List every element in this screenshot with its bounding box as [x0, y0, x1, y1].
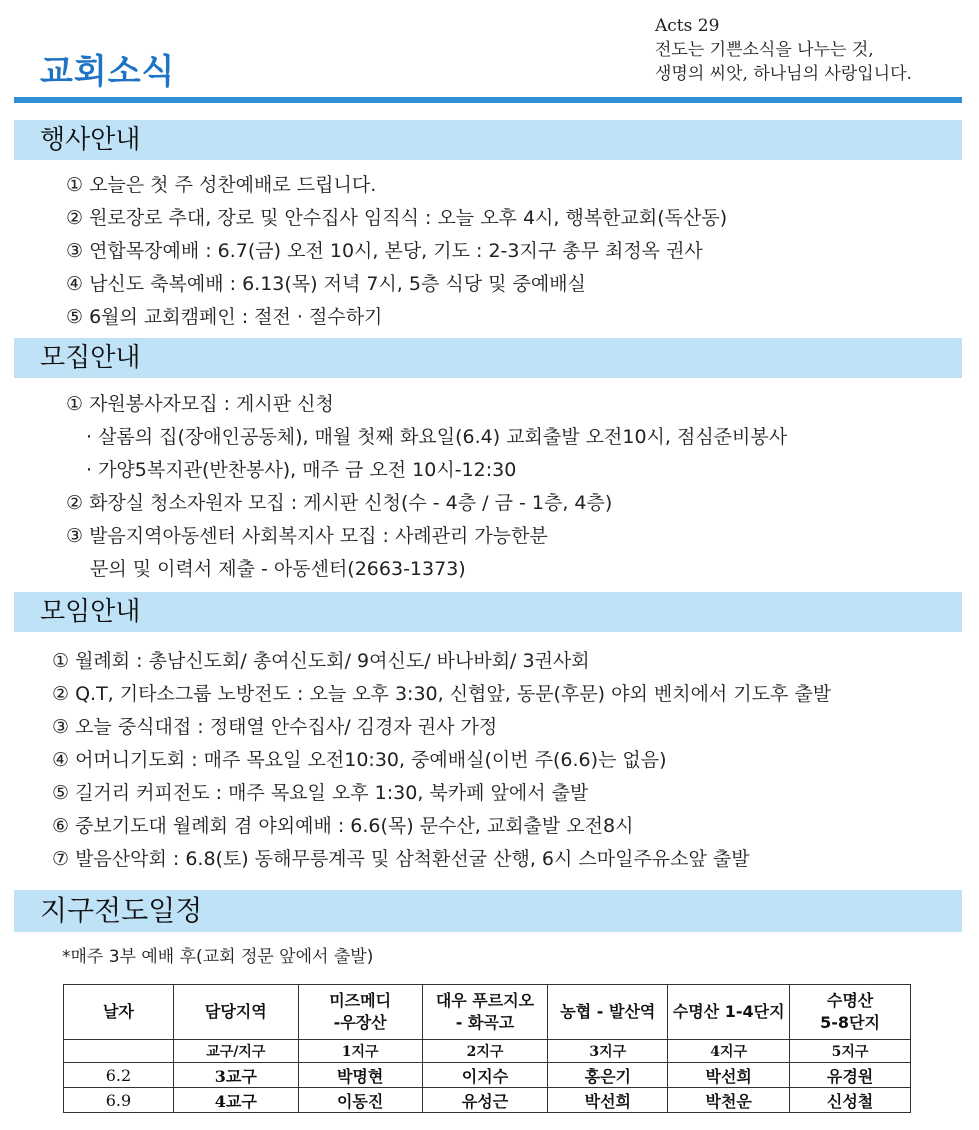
- table-row: [64, 1063, 911, 1088]
- district-schedule-table: [63, 984, 911, 1113]
- subheader-cell: [64, 1040, 174, 1063]
- list-item: · 살롬의 집(장애인공동체), 매월 첫째 화요일(6.4) 교회출발 오전10시, 점심준비봉사: [86, 426, 788, 448]
- table-header-row: [64, 985, 911, 1040]
- top-divider: [14, 97, 962, 103]
- verse-line-2: 생명의 씨앗, 하나님의 사랑입니다.: [655, 64, 912, 84]
- list-item: ④ 남신도 축복예배 : 6.13(목) 저녁 7시, 5층 식당 및 중예배실: [66, 273, 586, 295]
- table-cell: 이동진: [298, 1088, 422, 1113]
- section-recruit-title: 모집안내: [14, 338, 962, 378]
- header-verse: [655, 14, 975, 86]
- column-header: 수명산 1-4단지: [668, 985, 790, 1040]
- table-cell: 유경원: [790, 1063, 911, 1088]
- column-header: 날자: [64, 985, 174, 1040]
- column-header: 미즈메디 -우장산: [298, 985, 422, 1040]
- list-item: ④ 어머니기도회 : 매주 목요일 오전10:30, 중예배실(이번 주(6.6)는 없음): [52, 749, 667, 771]
- list-item: ② 원로장로 추대, 장로 및 안수집사 임직식 : 오늘 오후 4시, 행복한교회(독산동): [66, 207, 728, 229]
- list-item: ⑤ 6월의 교회캠페인 : 절전 · 절수하기: [66, 306, 383, 328]
- subheader-cell: 교구/지구: [173, 1040, 298, 1063]
- column-header: 담당지역: [173, 985, 298, 1040]
- column-header: 농협 - 발산역: [548, 985, 668, 1040]
- table-cell: 6.9: [64, 1088, 174, 1113]
- table-cell: 이지수: [422, 1063, 548, 1088]
- list-item: ⑦ 발음산악회 : 6.8(토) 동해무릉계곡 및 삼척환선굴 산행, 6시 스마일주유소앞 출발: [52, 848, 750, 870]
- list-item: ⑥ 중보기도대 월례회 겸 야외예배 : 6.6(목) 문수산, 교회출발 오전8시: [52, 815, 634, 837]
- list-item: ① 자원봉사자모집 : 게시판 신청: [66, 393, 334, 415]
- list-item: ⑤ 길거리 커피전도 : 매주 목요일 오후 1:30, 북카페 앞에서 출발: [52, 782, 589, 804]
- table-cell: 박명현: [298, 1063, 422, 1088]
- meetings-list: [52, 645, 831, 876]
- page-title: 교회소식: [40, 52, 176, 92]
- section-district-title: 지구전도일정: [14, 890, 962, 932]
- district-note: *매주 3부 예배 후(교회 정문 앞에서 출발): [62, 947, 374, 967]
- section-events-title: 행사안내: [14, 120, 962, 160]
- table-cell: 유성근: [422, 1088, 548, 1113]
- table-row: [64, 1088, 911, 1113]
- list-item: ③ 오늘 중식대접 : 정태열 안수집사/ 김경자 권사 가정: [52, 716, 498, 738]
- table-cell: 박선희: [548, 1088, 668, 1113]
- table-cell: 3교구: [173, 1063, 298, 1088]
- subheader-cell: 2지구: [422, 1040, 548, 1063]
- table-cell: 박선희: [668, 1063, 790, 1088]
- subheader-cell: 3지구: [548, 1040, 668, 1063]
- table-cell: 4교구: [173, 1088, 298, 1113]
- recruit-list: [66, 388, 787, 586]
- table-cell: 신성철: [790, 1088, 911, 1113]
- list-item: 문의 및 이력서 제출 - 아동센터(2663-1373): [90, 558, 466, 580]
- subheader-cell: 5지구: [790, 1040, 911, 1063]
- table-cell: 홍은기: [548, 1063, 668, 1088]
- table-cell: 6.2: [64, 1063, 174, 1088]
- list-item: · 가양5복지관(반찬봉사), 매주 금 오전 10시-12:30: [86, 459, 517, 481]
- subheader-cell: 4지구: [668, 1040, 790, 1063]
- list-item: ② 화장실 청소자원자 모집 : 게시판 신청(수 - 4층 / 금 - 1층, 4층): [66, 492, 613, 514]
- verse-line-1: 전도는 기쁜소식을 나누는 것,: [655, 40, 874, 60]
- section-meetings-title: 모임안내: [14, 592, 962, 632]
- table-subheader-row: [64, 1040, 911, 1063]
- column-header: 수명산 5-8단지: [790, 985, 911, 1040]
- events-list: [66, 169, 727, 334]
- list-item: ① 오늘은 첫 주 성찬예배로 드립니다.: [66, 174, 377, 196]
- column-header: 대우 푸르지오 - 화곡고: [422, 985, 548, 1040]
- subheader-cell: 1지구: [298, 1040, 422, 1063]
- table-cell: 박천운: [668, 1088, 790, 1113]
- list-item: ② Q.T, 기타소그룹 노방전도 : 오늘 오후 3:30, 신협앞, 동문(후문) 야외 벤치에서 기도후 출발: [52, 683, 832, 705]
- list-item: ① 월례회 : 총남신도회/ 총여신도회/ 9여신도/ 바나바회/ 3권사회: [52, 650, 590, 672]
- verse-reference: Acts 29: [655, 16, 720, 36]
- list-item: ③ 연합목장예배 : 6.7(금) 오전 10시, 본당, 기도 : 2-3지구 총무 최정옥 권사: [66, 240, 703, 262]
- list-item: ③ 발음지역아동센터 사회복지사 모집 : 사례관리 가능한분: [66, 525, 548, 547]
